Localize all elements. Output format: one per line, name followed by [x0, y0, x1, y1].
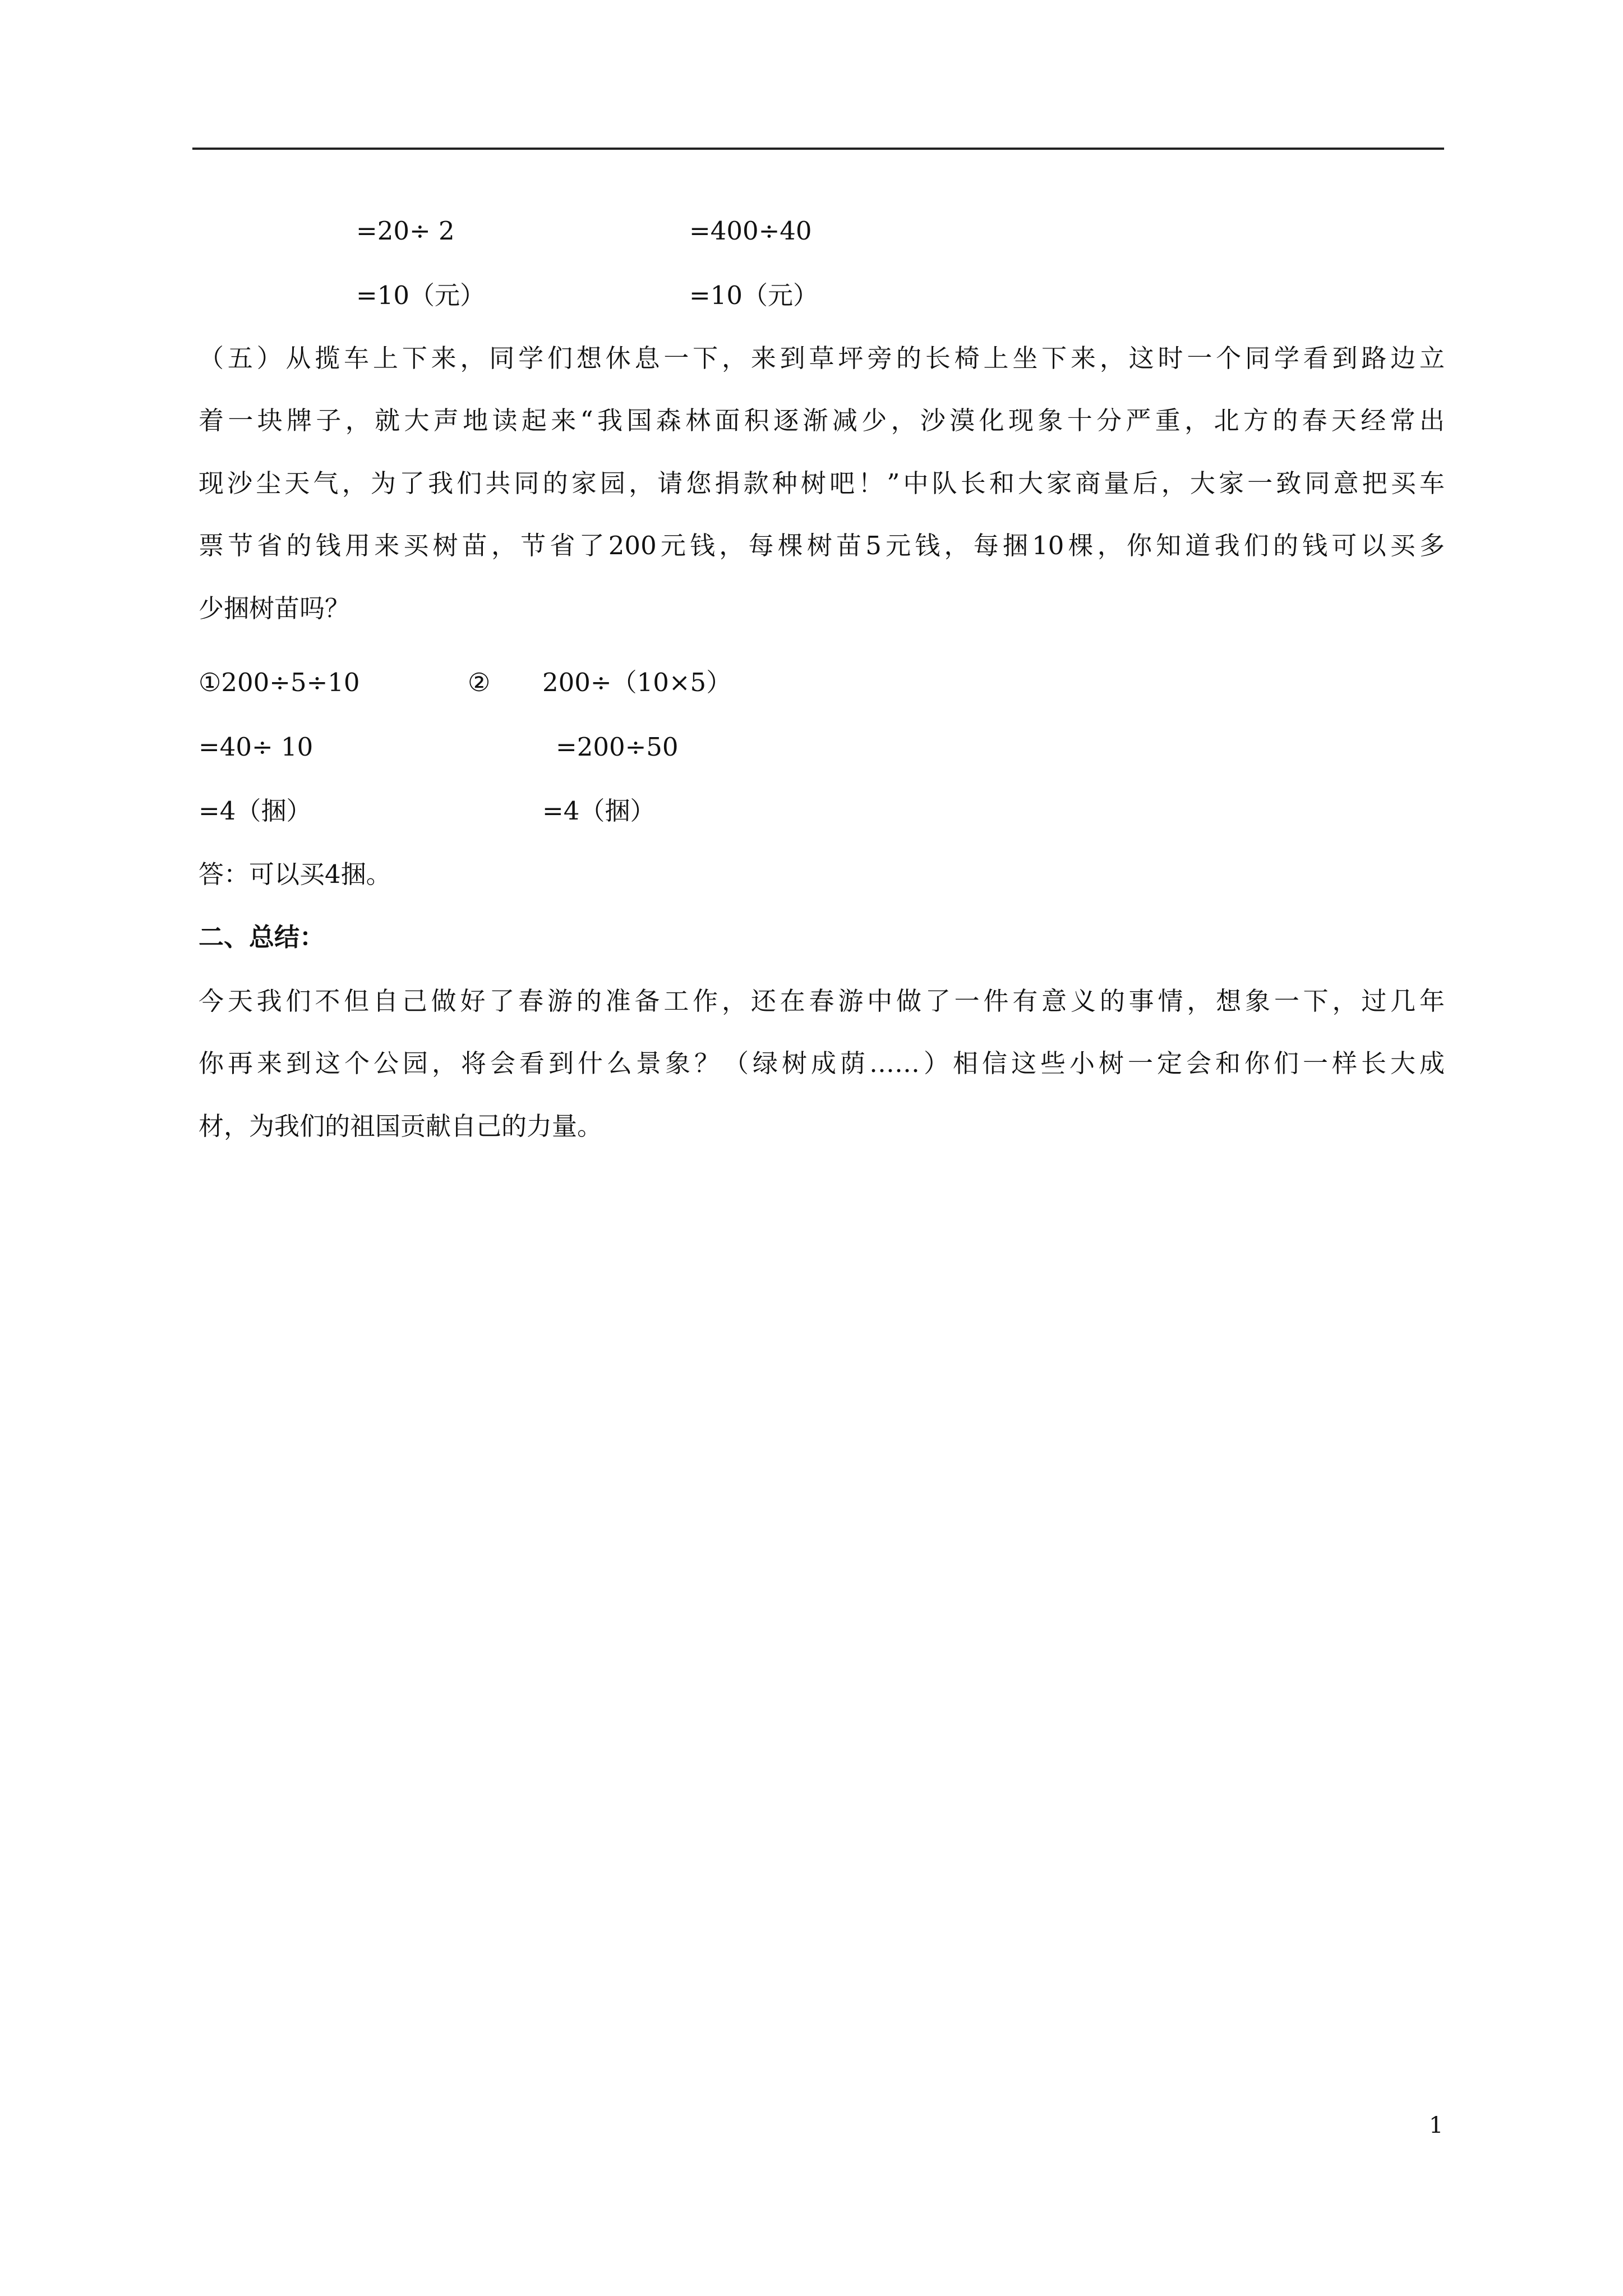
calc-top-right-1: =400÷40	[689, 216, 812, 246]
section5-line-5: 少捆树苗吗？	[199, 593, 351, 623]
calc-bottom-right-3: =4（捆）	[542, 796, 656, 826]
summary-line-2: 你再来到这个公园，将会看到什么景象？（绿树成荫……）相信这些小树一定会和你们一样长大成	[199, 1048, 1445, 1078]
calc-bottom-left-3: =4（捆）	[199, 796, 312, 826]
page-number: 1	[1429, 2113, 1444, 2138]
calc-top-left-2: =10（元）	[356, 280, 485, 310]
section5-line-2: 着一块牌子，就大声地读起来“我国森林面积逐渐减少，沙漠化现象十分严重，北方的春天经常出	[199, 406, 1445, 435]
answer-text: 答：可以买4捆。	[199, 859, 391, 889]
summary-line-1: 今天我们不但自己做好了春游的准备工作，还在春游中做了一件有意义的事情，想象一下，过几年	[199, 986, 1445, 1016]
calc-bottom-left-2: =40÷ 10	[199, 732, 313, 762]
header-rule	[192, 148, 1444, 150]
section5-line-1: （五）从揽车上下来，同学们想休息一下，来到草坪旁的长椅上坐下来，这时一个同学看到路边立	[199, 343, 1445, 373]
calc-bottom-right-1: 200÷（10×5）	[542, 668, 732, 697]
calc-top-right-2: =10（元）	[689, 280, 818, 310]
summary-line-3: 材，为我们的祖国贡献自己的力量。	[199, 1111, 603, 1141]
calc-bottom-right-2: =200÷50	[556, 732, 679, 762]
calc-bottom-left-1: ①200÷5÷10	[199, 668, 360, 697]
calc-top-left-1: =20÷ 2	[356, 216, 455, 246]
section5-line-4: 票节省的钱用来买树苗，节省了200元钱，每棵树苗5元钱，每捆10棵，你知道我们的钱可以买多	[199, 531, 1445, 560]
summary-heading: 二、总结：	[199, 922, 325, 952]
section5-line-3: 现沙尘天气，为了我们共同的家园，请您捐款种树吧！”中队长和大家商量后，大家一致同意把买车	[199, 468, 1445, 498]
calc-bottom-right-marker: ②	[468, 668, 491, 697]
